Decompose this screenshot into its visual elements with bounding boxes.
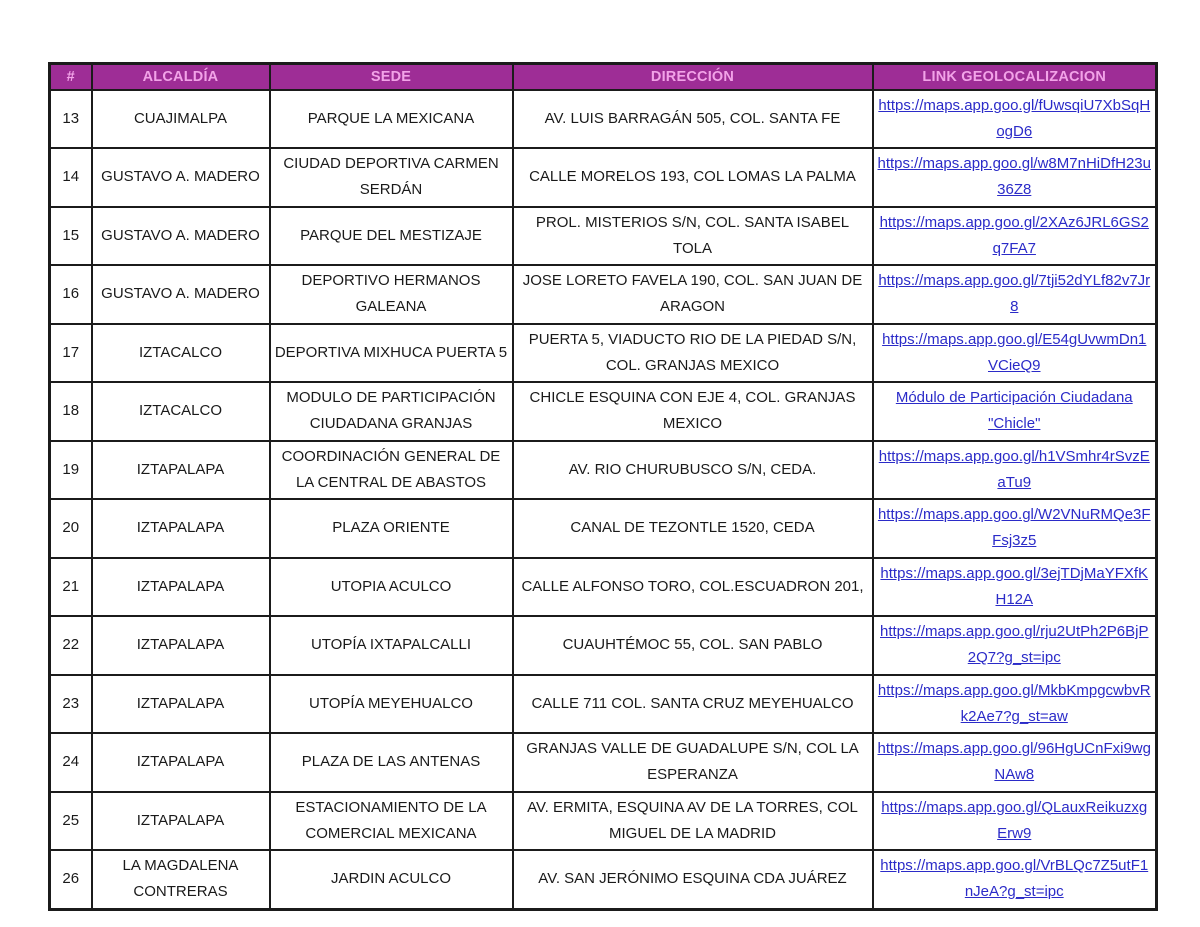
row-number-cell: 22	[50, 616, 92, 675]
link-cell	[873, 441, 1157, 500]
row-number-cell: 19	[50, 441, 92, 500]
sede-cell: PARQUE LA MEXICANA	[270, 90, 513, 149]
direccion-cell: GRANJAS VALLE DE GUADALUPE S/N, COL LA ESPERANZA	[513, 733, 873, 792]
column-header-link: LINK GEOLOCALIZACION	[873, 64, 1157, 90]
table-row	[50, 499, 1157, 558]
direccion-cell: AV. ERMITA, ESQUINA AV DE LA TORRES, COL MIGUEL DE LA MADRID	[513, 792, 873, 851]
sede-cell: PLAZA DE LAS ANTENAS	[270, 733, 513, 792]
geolocation-link[interactable]: https://maps.app.goo.gl/W2VNuRMQe3FFsj3z5	[877, 506, 1151, 550]
geolocation-link[interactable]: https://maps.app.goo.gl/96HgUCnFxi9wgNAw8	[877, 740, 1151, 784]
column-header-alcaldia: ALCALDÍA	[92, 64, 270, 90]
direccion-cell: CHICLE ESQUINA CON EJE 4, COL. GRANJAS MEXICO	[513, 382, 873, 441]
geolocation-link[interactable]: https://maps.app.goo.gl/3ejTDjMaYFXfKH12A	[880, 564, 1149, 608]
row-number-cell: 25	[50, 792, 92, 851]
direccion-cell: CALLE 711 COL. SANTA CRUZ MEYEHUALCO	[513, 675, 873, 734]
sede-cell: CIUDAD DEPORTIVA CARMEN SERDÁN	[270, 148, 513, 207]
direccion-cell: CANAL DE TEZONTLE 1520, CEDA	[513, 499, 873, 558]
geolocation-link[interactable]: https://maps.app.goo.gl/E54gUvwmDn1VCieQ9	[882, 330, 1147, 374]
table-row	[50, 441, 1157, 500]
geolocation-link[interactable]: https://maps.app.goo.gl/h1VSmhr4rSvzEaTu9	[878, 447, 1150, 491]
alcaldia-cell: IZTACALCO	[92, 382, 270, 441]
alcaldia-cell: IZTAPALAPA	[92, 733, 270, 792]
row-number-cell: 21	[50, 558, 92, 617]
row-number-cell: 26	[50, 850, 92, 909]
link-cell	[873, 733, 1157, 792]
geolocation-link[interactable]: https://maps.app.goo.gl/fUwsqiU7XbSqHogD6	[878, 96, 1151, 140]
sede-cell: PLAZA ORIENTE	[270, 499, 513, 558]
document-page	[48, 62, 1158, 911]
geolocation-link[interactable]: https://maps.app.goo.gl/QLauxReikuzxgErw9	[881, 798, 1148, 842]
row-number-cell: 17	[50, 324, 92, 383]
sede-cell: UTOPÍA MEYEHUALCO	[270, 675, 513, 734]
sede-cell: ESTACIONAMIENTO DE LA COMERCIAL MEXICANA	[270, 792, 513, 851]
sede-cell: UTOPIA ACULCO	[270, 558, 513, 617]
table-row	[50, 792, 1157, 851]
row-number-cell: 18	[50, 382, 92, 441]
table-row	[50, 324, 1157, 383]
locations-table	[48, 62, 1158, 911]
row-number-cell: 24	[50, 733, 92, 792]
link-cell	[873, 148, 1157, 207]
column-header-sede: SEDE	[270, 64, 513, 90]
alcaldia-cell: IZTAPALAPA	[92, 499, 270, 558]
alcaldia-cell: CUAJIMALPA	[92, 90, 270, 149]
row-number-cell: 20	[50, 499, 92, 558]
sede-cell: DEPORTIVA MIXHUCA PUERTA 5	[270, 324, 513, 383]
row-number-cell: 13	[50, 90, 92, 149]
direccion-cell: CUAUHTÉMOC 55, COL. SAN PABLO	[513, 616, 873, 675]
table-row	[50, 675, 1157, 734]
link-cell	[873, 324, 1157, 383]
alcaldia-cell: IZTAPALAPA	[92, 675, 270, 734]
alcaldia-cell: IZTAPALAPA	[92, 558, 270, 617]
table-row	[50, 207, 1157, 266]
link-cell	[873, 90, 1157, 149]
alcaldia-cell: LA MAGDALENA CONTRERAS	[92, 850, 270, 909]
geolocation-link[interactable]: Módulo de Participación Ciudadana "Chicle"	[895, 389, 1133, 433]
row-number-cell: 16	[50, 265, 92, 324]
link-cell	[873, 499, 1157, 558]
alcaldia-cell: GUSTAVO A. MADERO	[92, 265, 270, 324]
table-row	[50, 558, 1157, 617]
table-row	[50, 148, 1157, 207]
alcaldia-cell: IZTAPALAPA	[92, 792, 270, 851]
alcaldia-cell: IZTAPALAPA	[92, 441, 270, 500]
geolocation-link[interactable]: https://maps.app.goo.gl/w8M7nHiDfH23u36Z8	[877, 155, 1151, 199]
link-cell	[873, 382, 1157, 441]
direccion-cell: JOSE LORETO FAVELA 190, COL. SAN JUAN DE ARAGON	[513, 265, 873, 324]
row-number-cell: 23	[50, 675, 92, 734]
direccion-cell: CALLE MORELOS 193, COL LOMAS LA PALMA	[513, 148, 873, 207]
row-number-cell: 14	[50, 148, 92, 207]
table-row	[50, 382, 1157, 441]
direccion-cell: PUERTA 5, VIADUCTO RIO DE LA PIEDAD S/N, COL. GRANJAS MEXICO	[513, 324, 873, 383]
alcaldia-cell: GUSTAVO A. MADERO	[92, 207, 270, 266]
table-row	[50, 850, 1157, 909]
direccion-cell: PROL. MISTERIOS S/N, COL. SANTA ISABEL TOLA	[513, 207, 873, 266]
geolocation-link[interactable]: https://maps.app.goo.gl/7tji52dYLf82v7Jr8	[878, 272, 1151, 316]
sede-cell: MODULO DE PARTICIPACIÓN CIUDADANA GRANJAS	[270, 382, 513, 441]
geolocation-link[interactable]: https://maps.app.goo.gl/MkbKmpgcwbvRk2Ae7?g_st=aw	[877, 681, 1151, 725]
sede-cell: UTOPÍA IXTAPALCALLI	[270, 616, 513, 675]
alcaldia-cell: IZTAPALAPA	[92, 616, 270, 675]
link-cell	[873, 792, 1157, 851]
sede-cell: COORDINACIÓN GENERAL DE LA CENTRAL DE ABASTOS	[270, 441, 513, 500]
direccion-cell: AV. RIO CHURUBUSCO S/N, CEDA.	[513, 441, 873, 500]
table-row	[50, 265, 1157, 324]
direccion-cell: CALLE ALFONSO TORO, COL.ESCUADRON 201,	[513, 558, 873, 617]
sede-cell: DEPORTIVO HERMANOS GALEANA	[270, 265, 513, 324]
geolocation-link[interactable]: https://maps.app.goo.gl/2XAz6JRL6GS2q7FA7	[879, 213, 1149, 257]
link-cell	[873, 616, 1157, 675]
geolocation-link[interactable]: https://maps.app.goo.gl/rju2UtPh2P6BjP2Q7?g_st=ipc	[880, 623, 1149, 667]
table-row	[50, 733, 1157, 792]
table-row	[50, 90, 1157, 149]
geolocation-link[interactable]: https://maps.app.goo.gl/VrBLQc7Z5utF1nJeA?g_st=ipc	[880, 857, 1149, 901]
table-body	[50, 90, 1157, 910]
table-row	[50, 616, 1157, 675]
link-cell	[873, 675, 1157, 734]
column-header-direccion: DIRECCIÓN	[513, 64, 873, 90]
table-header	[50, 64, 1157, 90]
alcaldia-cell: IZTACALCO	[92, 324, 270, 383]
link-cell	[873, 850, 1157, 909]
link-cell	[873, 207, 1157, 266]
sede-cell: PARQUE DEL MESTIZAJE	[270, 207, 513, 266]
row-number-cell: 15	[50, 207, 92, 266]
direccion-cell: AV. LUIS BARRAGÁN 505, COL. SANTA FE	[513, 90, 873, 149]
column-header-number: #	[50, 64, 92, 90]
alcaldia-cell: GUSTAVO A. MADERO	[92, 148, 270, 207]
link-cell	[873, 265, 1157, 324]
sede-cell: JARDIN ACULCO	[270, 850, 513, 909]
link-cell	[873, 558, 1157, 617]
direccion-cell: AV. SAN JERÓNIMO ESQUINA CDA JUÁREZ	[513, 850, 873, 909]
